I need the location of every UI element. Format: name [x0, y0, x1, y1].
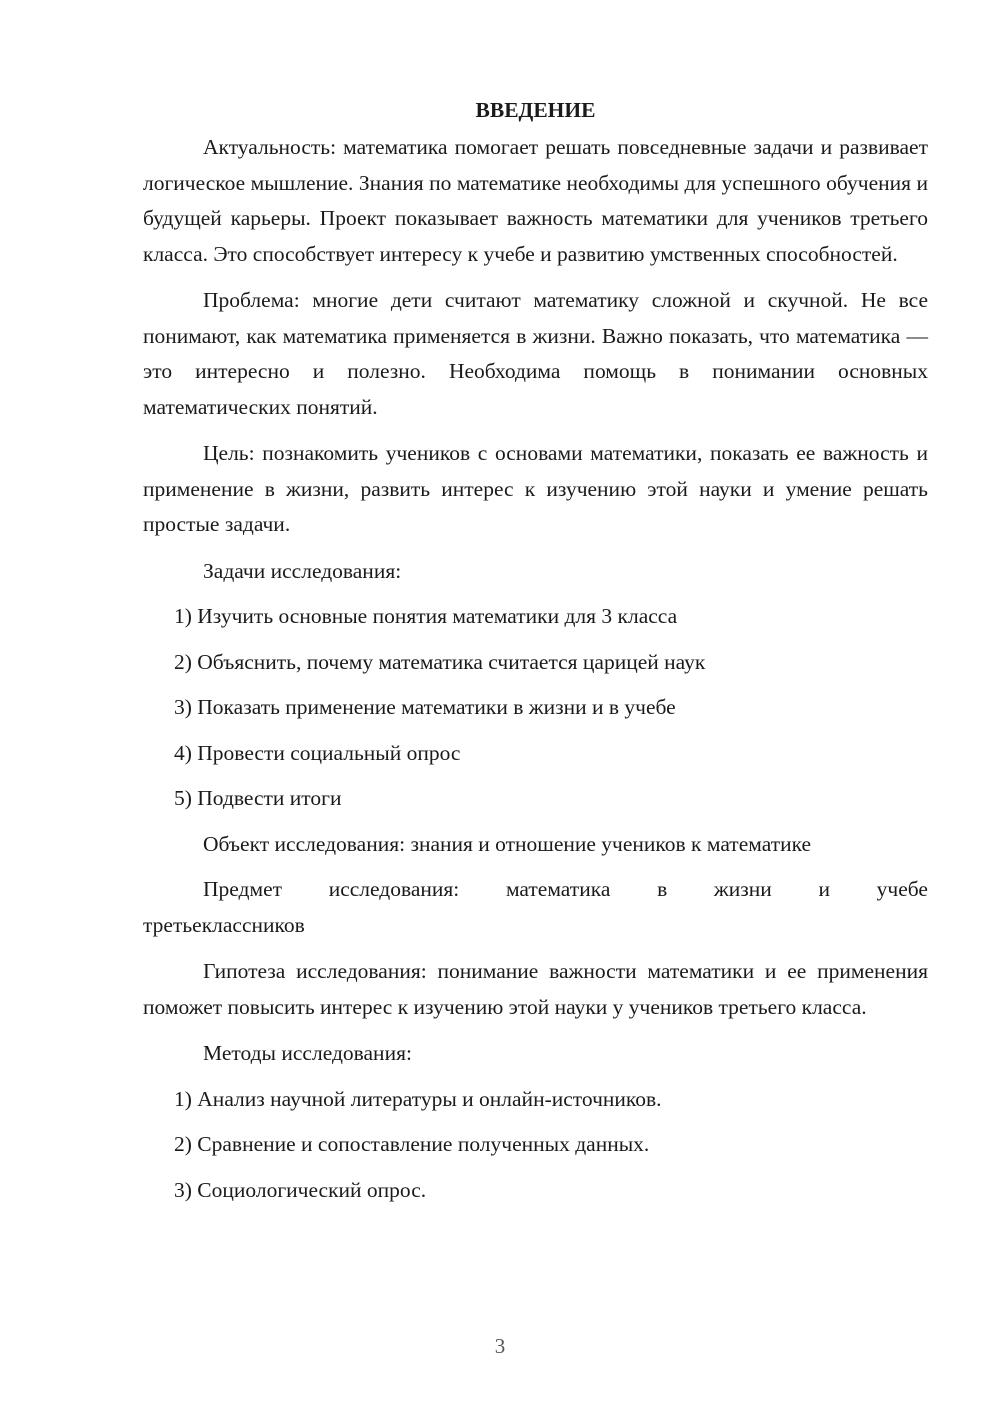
relevance-paragraph: Актуальность: математика помогает решать повседневные задачи и развивает логическое мышление. Знания по математике необходимы для успешного обучения и будущей карьеры. Проект показывает важность математики для учеников третьего класса. Это способствует интересу к учебе и развитию умственных способностей.: [143, 135, 928, 266]
task-item: 1) Изучить основные понятия математики для 3 класса: [174, 604, 678, 628]
subject-word: учебе: [876, 877, 928, 901]
subject-word: жизни: [713, 877, 772, 901]
subject-paragraph: [143, 872, 928, 943]
task-item: 2) Объяснить, почему математика считается царицей наук: [174, 649, 706, 674]
subject-first-line: [143, 872, 928, 908]
method-item: 1) Анализ научной литературы и онлайн-источников.: [174, 1086, 662, 1111]
goal-paragraph: Цель: познакомить учеников с основами математики, показать ее важность и применение в жизни, развить интерес к изучению этой науки и умение решать простые задачи.: [143, 441, 928, 536]
subject-word: в: [657, 877, 668, 901]
task-item: 5) Подвести итоги: [174, 786, 342, 810]
hypothesis-paragraph: Гипотеза исследования: понимание важности математики и ее применения поможет повысить интерес к изучению этой науки у учеников третьего класса.: [143, 959, 928, 1019]
subject-word: и: [818, 877, 830, 901]
method-item: 3) Социологический опрос.: [174, 1177, 427, 1202]
page-number: 3: [494, 1334, 506, 1358]
object-paragraph: Объект исследования: знания и отношение учеников к математике: [203, 831, 812, 856]
section-title: ВВЕДЕНИЕ: [475, 98, 596, 122]
problem-paragraph: Проблема: многие дети считают математику сложной и скучной. Не все понимают, как математика применяется в жизни. Важно показать, что математика — это интересно и полезно. Необходима помощь в понимании основных математических понятий.: [143, 288, 928, 419]
subject-word: исследования:: [328, 877, 460, 901]
document-page: [143, 92, 928, 1218]
subject-word: Предмет: [203, 877, 283, 901]
task-item: 3) Показать применение математики в жизни и в учебе: [174, 695, 676, 719]
method-item: 2) Сравнение и сопоставление полученных данных.: [174, 1132, 650, 1156]
task-item: 4) Провести социальный опрос: [174, 740, 461, 765]
subject-tail: третьеклассников: [143, 912, 305, 937]
subject-word: математика: [505, 877, 611, 901]
methods-heading: Методы исследования:: [203, 1041, 412, 1065]
tasks-heading: Задачи исследования:: [203, 558, 402, 583]
